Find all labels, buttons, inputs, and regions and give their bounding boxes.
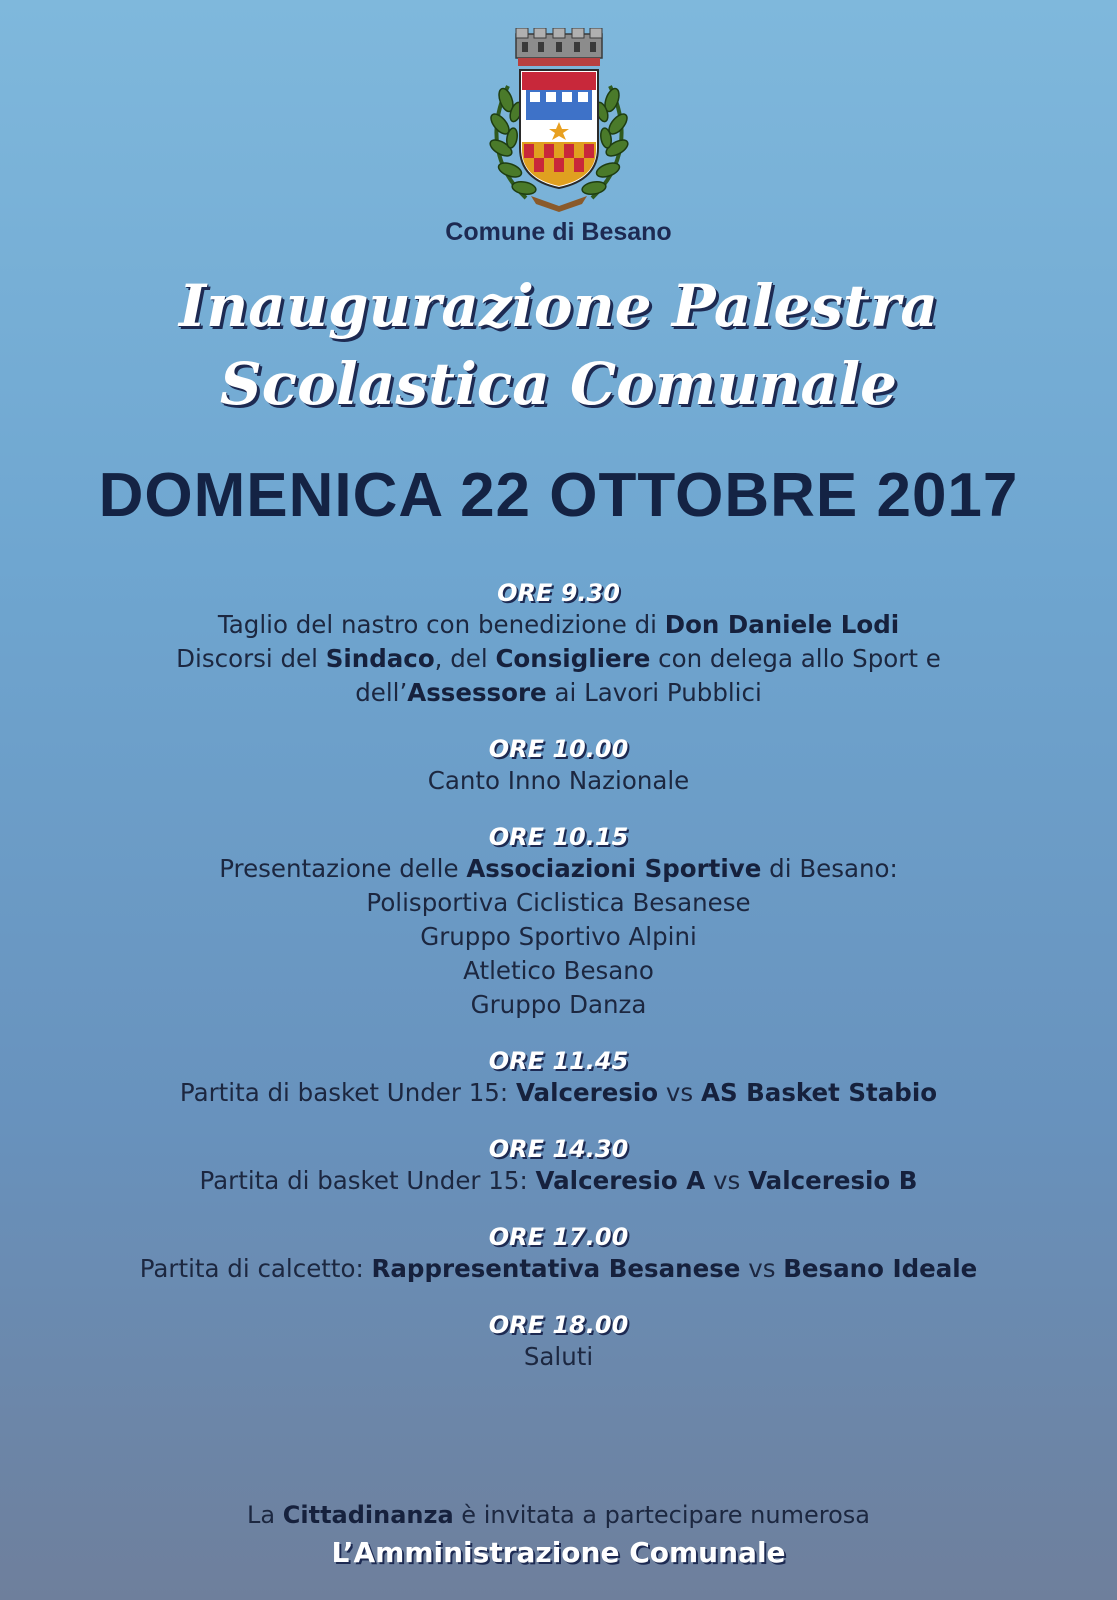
highlight-text: Don Daniele Lodi (664, 610, 900, 639)
schedule-line (0, 852, 1117, 886)
schedule-item (0, 1222, 1117, 1286)
schedule-item (0, 578, 1117, 710)
schedule-line (0, 764, 1117, 798)
schedule-item (0, 734, 1117, 798)
text-segment: di Besano: (761, 854, 898, 883)
text-segment: vs (740, 1254, 784, 1283)
event-title-line1: Inaugurazione Palestra (179, 272, 938, 340)
text-segment: con delega allo Sport e (650, 644, 941, 673)
schedule-line (0, 1252, 1117, 1286)
highlight-text: Valceresio (515, 1078, 659, 1107)
invite-bold: Cittadinanza (282, 1501, 454, 1529)
highlight-text: Sindaco (325, 644, 435, 673)
text-segment: Atletico Besano (463, 956, 654, 985)
text-segment: Taglio del nastro con benedizione di (217, 610, 665, 639)
highlight-text: AS Basket Stabio (700, 1078, 938, 1107)
text-segment: Partita di basket Under 15: (179, 1078, 516, 1107)
schedule-item (0, 1310, 1117, 1374)
schedule-line (0, 988, 1117, 1022)
schedule-line (0, 676, 1117, 710)
text-segment: Discorsi del (176, 644, 326, 673)
schedule-line (0, 920, 1117, 954)
schedule-time: ORE 14.30 (488, 1135, 629, 1163)
highlight-text: Besano Ideale (783, 1254, 978, 1283)
text-segment: Saluti (523, 1342, 594, 1371)
text-segment: Gruppo Sportivo Alpini (420, 922, 697, 951)
invite-pre: La (247, 1501, 283, 1529)
schedule-line (0, 886, 1117, 920)
text-segment: Presentazione delle (219, 854, 467, 883)
schedule-line (0, 642, 1117, 676)
schedule-item (0, 822, 1117, 1022)
invite-post: è invitata a partecipare numerosa (453, 1501, 870, 1529)
text-segment: dell’ (355, 678, 408, 707)
text-segment: Partita di basket Under 15: (199, 1166, 536, 1195)
text-segment: vs (705, 1166, 749, 1195)
program-schedule (0, 578, 1117, 1374)
schedule-line (0, 954, 1117, 988)
schedule-item (0, 1046, 1117, 1110)
highlight-text: Consigliere (495, 644, 651, 673)
highlight-text: Associazioni Sportive (466, 854, 762, 883)
footer (0, 1498, 1117, 1569)
schedule-time: ORE 10.00 (488, 735, 629, 763)
comune-name: Comune di Besano (445, 218, 672, 246)
text-segment: Canto Inno Nazionale (427, 766, 690, 795)
schedule-time: ORE 17.00 (488, 1223, 629, 1251)
schedule-line (0, 1076, 1117, 1110)
schedule-time: ORE 10.15 (488, 823, 629, 851)
invitation-text (0, 1498, 1117, 1532)
schedule-line (0, 1340, 1117, 1374)
text-segment: vs (658, 1078, 701, 1107)
text-segment: Partita di calcetto: (139, 1254, 372, 1283)
schedule-item (0, 1134, 1117, 1198)
signature-administration: L’Amministrazione Comunale (331, 1536, 786, 1569)
schedule-line (0, 1164, 1117, 1198)
highlight-text: Rappresentativa Besanese (371, 1254, 741, 1283)
event-title-line2: Scolastica Comunale (219, 350, 898, 418)
schedule-time: ORE 18.00 (488, 1311, 629, 1339)
text-segment: Gruppo Danza (470, 990, 647, 1019)
event-date: DOMENICA 22 OTTOBRE 2017 (98, 461, 1019, 530)
highlight-text: Valceresio B (748, 1166, 918, 1195)
highlight-text: Assessore (407, 678, 547, 707)
highlight-text: Valceresio A (535, 1166, 706, 1195)
text-segment: ai Lavori Pubblici (546, 678, 762, 707)
text-segment: Polisportiva Ciclistica Besanese (366, 888, 751, 917)
schedule-time: ORE 9.30 (497, 579, 620, 607)
schedule-line (0, 608, 1117, 642)
schedule-time: ORE 11.45 (488, 1047, 629, 1075)
text-segment: , del (434, 644, 496, 673)
coat-of-arms-icon (486, 28, 632, 212)
